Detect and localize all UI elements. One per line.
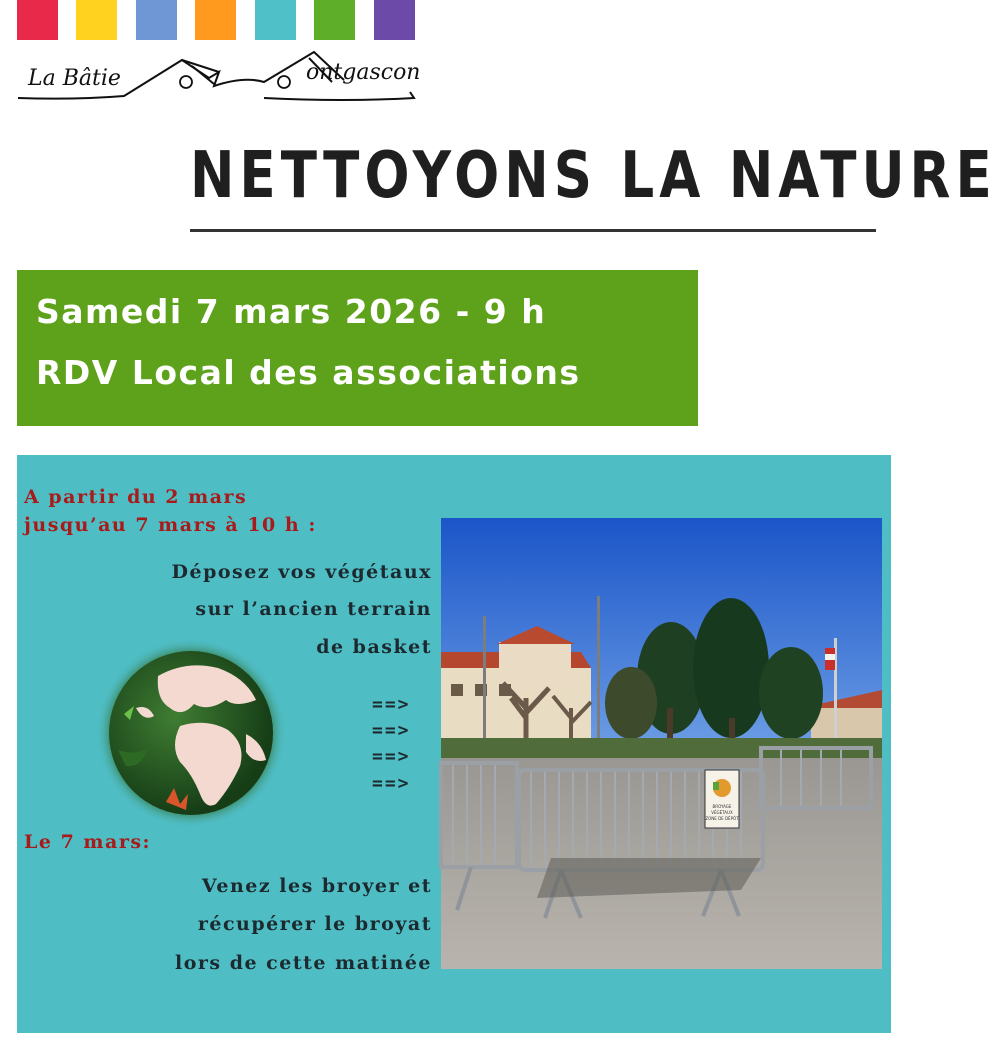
arrow-4: ==> [372,773,411,794]
period-line-1: A partir du 2 mars [24,486,248,508]
day-label: Le 7 mars: [24,831,152,853]
deposit-line-3: de basket [316,636,432,658]
swatch-orange [195,0,236,40]
swatch-green [314,0,355,40]
swatch-teal [255,0,296,40]
swatch-purple [374,0,415,40]
title-underline [190,229,876,232]
arrow-3: ==> [372,746,411,767]
event-date: Samedi 7 mars 2026 - 9 h [36,292,547,331]
logo-text-right: ontgascon [306,60,421,85]
day-line-3: lors de cette matinée [174,952,432,974]
deposit-line-1: Déposez vos végétaux [171,561,432,583]
period-line-2: jusqu’au 7 mars à 10 h : [24,514,317,536]
page-title: NETTOYONS LA NATURE [190,139,997,213]
arrow-1: ==> [372,694,411,715]
sign-text-3: ZONE DE DÉPÔT [705,816,739,821]
town-logo [14,46,424,108]
swatch-red [17,0,58,40]
globe-illustration [96,638,286,828]
deposit-site-photo [441,518,882,969]
sign-text-2: VÉGÉTAUX [711,810,733,815]
arrow-2: ==> [372,720,411,741]
swatch-yellow [76,0,117,40]
globe-icon [96,638,286,828]
day-line-1: Venez les broyer et [201,875,432,897]
event-place: RDV Local des associations [36,353,581,392]
swatch-blue [136,0,177,40]
sign-text-1: BROYAGE [712,804,732,809]
deposit-line-2: sur l’ancien terrain [195,598,432,620]
day-line-2: récupérer le broyat [197,913,432,935]
logo-text-left: La Bâtie [28,66,121,91]
